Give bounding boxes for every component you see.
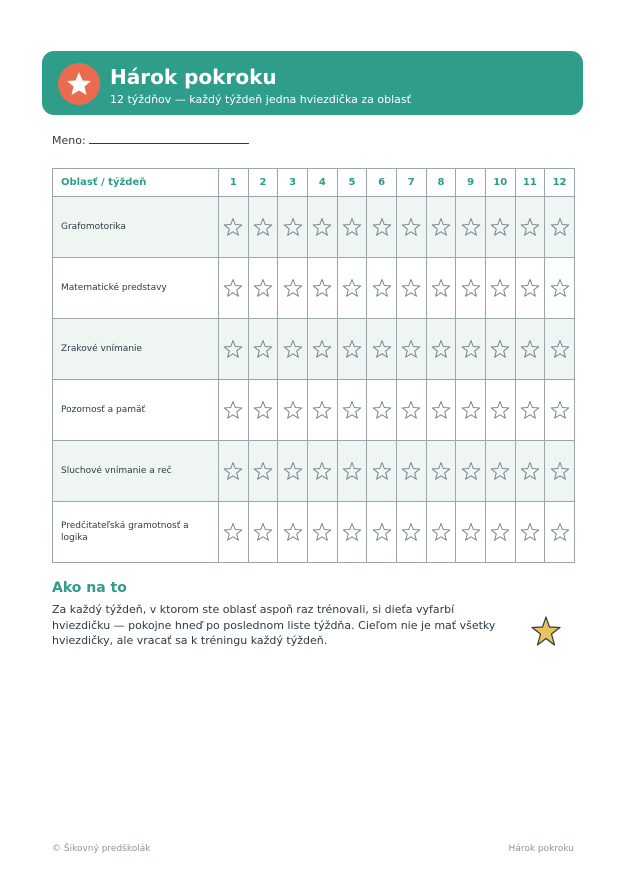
- star-outline-icon: [490, 400, 510, 420]
- star-cell[interactable]: [396, 258, 426, 319]
- star-cell[interactable]: [426, 258, 456, 319]
- star-outline-icon: [490, 461, 510, 481]
- name-label: Meno:: [52, 134, 86, 147]
- star-cell[interactable]: [219, 319, 249, 380]
- footer-right: Hárok pokroku: [508, 844, 574, 854]
- star-outline-icon: [401, 461, 421, 481]
- star-outline-icon: [312, 339, 332, 359]
- star-cell[interactable]: [219, 441, 249, 502]
- star-outline-icon: [312, 522, 332, 542]
- table-header-row: [53, 169, 575, 197]
- star-outline-icon: [342, 461, 362, 481]
- week-header-9: 9: [456, 169, 486, 197]
- star-outline-icon: [372, 217, 392, 237]
- table-row: [53, 380, 575, 441]
- star-cell[interactable]: [426, 319, 456, 380]
- name-field: [52, 132, 249, 147]
- week-header-11: 11: [515, 169, 545, 197]
- star-outline-icon: [550, 461, 570, 481]
- star-outline-icon: [461, 339, 481, 359]
- star-cell[interactable]: [545, 502, 575, 563]
- star-cell[interactable]: [515, 441, 545, 502]
- star-cell[interactable]: [307, 197, 337, 258]
- star-outline-icon: [550, 522, 570, 542]
- star-outline-icon: [253, 522, 273, 542]
- table-row: [53, 502, 575, 563]
- table-row: [53, 319, 575, 380]
- star-outline-icon: [283, 339, 303, 359]
- star-outline-icon: [401, 339, 421, 359]
- star-cell[interactable]: [396, 380, 426, 441]
- star-cell[interactable]: [426, 441, 456, 502]
- star-cell[interactable]: [248, 380, 278, 441]
- week-header-6: 6: [367, 169, 397, 197]
- star-outline-icon: [431, 339, 451, 359]
- star-outline-icon: [283, 522, 303, 542]
- star-outline-icon: [461, 522, 481, 542]
- star-cell[interactable]: [248, 197, 278, 258]
- header-badge: [58, 63, 100, 105]
- star-outline-icon: [342, 339, 362, 359]
- star-cell[interactable]: [485, 380, 515, 441]
- star-cell[interactable]: [337, 197, 367, 258]
- star-cell[interactable]: [278, 258, 308, 319]
- star-cell[interactable]: [367, 441, 397, 502]
- star-outline-icon: [401, 217, 421, 237]
- star-cell[interactable]: [515, 502, 545, 563]
- star-cell[interactable]: [307, 380, 337, 441]
- footer-left: © Šikovný predškolák: [52, 844, 151, 854]
- star-outline-icon: [550, 217, 570, 237]
- star-outline-icon: [401, 278, 421, 298]
- star-cell[interactable]: [396, 502, 426, 563]
- star-outline-icon: [431, 278, 451, 298]
- star-outline-icon: [223, 339, 243, 359]
- star-outline-icon: [342, 278, 362, 298]
- corner-header: Oblasť / týždeň: [53, 169, 219, 197]
- star-outline-icon: [342, 400, 362, 420]
- star-outline-icon: [431, 522, 451, 542]
- star-outline-icon: [283, 461, 303, 481]
- star-outline-icon: [461, 400, 481, 420]
- area-label: Grafomotorika: [53, 197, 219, 258]
- star-outline-icon: [401, 522, 421, 542]
- star-cell[interactable]: [485, 441, 515, 502]
- star-outline-icon: [431, 461, 451, 481]
- star-outline-icon: [312, 400, 332, 420]
- week-header-8: 8: [426, 169, 456, 197]
- star-cell[interactable]: [337, 319, 367, 380]
- star-cell[interactable]: [485, 502, 515, 563]
- star-cell[interactable]: [367, 319, 397, 380]
- star-cell[interactable]: [396, 197, 426, 258]
- star-outline-icon: [312, 217, 332, 237]
- star-outline-icon: [283, 400, 303, 420]
- star-outline-icon: [550, 400, 570, 420]
- star-cell[interactable]: [248, 319, 278, 380]
- header-banner: [42, 51, 583, 115]
- star-cell[interactable]: [485, 197, 515, 258]
- star-cell[interactable]: [219, 380, 249, 441]
- star-cell[interactable]: [219, 197, 249, 258]
- star-cell[interactable]: [337, 441, 367, 502]
- week-header-7: 7: [396, 169, 426, 197]
- star-cell[interactable]: [456, 502, 486, 563]
- star-cell[interactable]: [485, 258, 515, 319]
- star-outline-icon: [520, 339, 540, 359]
- star-outline-icon: [490, 217, 510, 237]
- star-outline-icon: [372, 522, 392, 542]
- star-cell[interactable]: [426, 197, 456, 258]
- page-subtitle: 12 týždňov — každý týždeň jedna hviezdička za oblasť: [110, 93, 411, 106]
- star-cell[interactable]: [515, 258, 545, 319]
- star-outline-icon: [520, 400, 540, 420]
- star-outline-icon: [490, 522, 510, 542]
- star-cell[interactable]: [515, 319, 545, 380]
- star-cell[interactable]: [545, 441, 575, 502]
- star-outline-icon: [461, 461, 481, 481]
- star-cell[interactable]: [337, 380, 367, 441]
- star-cell[interactable]: [337, 258, 367, 319]
- star-cell[interactable]: [219, 258, 249, 319]
- star-outline-icon: [312, 278, 332, 298]
- gold-star-icon: [529, 615, 563, 649]
- star-cell[interactable]: [515, 197, 545, 258]
- star-cell[interactable]: [396, 319, 426, 380]
- star-cell[interactable]: [278, 441, 308, 502]
- star-cell[interactable]: [278, 380, 308, 441]
- star-cell[interactable]: [545, 258, 575, 319]
- star-cell[interactable]: [396, 441, 426, 502]
- star-cell[interactable]: [545, 197, 575, 258]
- star-outline-icon: [372, 339, 392, 359]
- star-outline-icon: [253, 217, 273, 237]
- star-outline-icon: [253, 339, 273, 359]
- star-outline-icon: [223, 461, 243, 481]
- star-cell[interactable]: [367, 380, 397, 441]
- name-line: [89, 132, 249, 144]
- star-cell[interactable]: [307, 441, 337, 502]
- page-title: Hárok pokroku: [110, 65, 277, 89]
- star-outline-icon: [520, 522, 540, 542]
- star-outline-icon: [283, 217, 303, 237]
- week-header-1: 1: [219, 169, 249, 197]
- star-outline-icon: [253, 400, 273, 420]
- star-cell[interactable]: [337, 502, 367, 563]
- star-outline-icon: [223, 217, 243, 237]
- star-outline-icon: [223, 400, 243, 420]
- star-cell[interactable]: [545, 319, 575, 380]
- area-label: Pozornosť a pamäť: [53, 380, 219, 441]
- star-outline-icon: [490, 339, 510, 359]
- star-cell[interactable]: [367, 258, 397, 319]
- star-outline-icon: [312, 461, 332, 481]
- star-cell[interactable]: [219, 502, 249, 563]
- star-cell[interactable]: [248, 441, 278, 502]
- star-outline-icon: [342, 217, 362, 237]
- star-cell[interactable]: [456, 380, 486, 441]
- star-cell[interactable]: [278, 197, 308, 258]
- table-row: [53, 258, 575, 319]
- star-cell[interactable]: [278, 502, 308, 563]
- star-cell[interactable]: [456, 197, 486, 258]
- star-outline-icon: [520, 217, 540, 237]
- table-row: [53, 441, 575, 502]
- star-cell[interactable]: [307, 502, 337, 563]
- star-outline-icon: [342, 522, 362, 542]
- star-outline-icon: [431, 400, 451, 420]
- star-outline-icon: [283, 278, 303, 298]
- star-cell[interactable]: [367, 197, 397, 258]
- star-cell[interactable]: [456, 319, 486, 380]
- progress-table: [52, 168, 575, 563]
- area-label: Predčitateľská gramotnosť a logika: [53, 502, 219, 563]
- star-cell[interactable]: [248, 502, 278, 563]
- instructions-text: Za každý týždeň, v ktorom ste oblasť aspoň raz trénovali, si dieťa vyfarbí hviezdičku — pokojne hneď po poslednom liste týždňa. Cieľom nie je mať všetky hviezdičky, ale vracať sa k tréningu každý týždeň.: [52, 603, 496, 647]
- star-cell[interactable]: [278, 319, 308, 380]
- week-header-10: 10: [485, 169, 515, 197]
- instructions-title: Ako na to: [52, 580, 127, 596]
- star-icon: [58, 63, 100, 105]
- star-outline-icon: [223, 522, 243, 542]
- week-header-12: 12: [545, 169, 575, 197]
- week-header-5: 5: [337, 169, 367, 197]
- week-header-4: 4: [307, 169, 337, 197]
- star-cell[interactable]: [515, 380, 545, 441]
- table-row: [53, 197, 575, 258]
- star-cell[interactable]: [248, 258, 278, 319]
- star-cell[interactable]: [367, 502, 397, 563]
- star-cell[interactable]: [456, 441, 486, 502]
- star-outline-icon: [253, 461, 273, 481]
- star-outline-icon: [550, 339, 570, 359]
- area-label: Zrakové vnímanie: [53, 319, 219, 380]
- area-label: Matematické predstavy: [53, 258, 219, 319]
- star-outline-icon: [520, 461, 540, 481]
- star-outline-icon: [520, 278, 540, 298]
- star-outline-icon: [372, 278, 392, 298]
- star-outline-icon: [372, 400, 392, 420]
- star-outline-icon: [431, 217, 451, 237]
- star-cell[interactable]: [426, 502, 456, 563]
- star-cell[interactable]: [485, 319, 515, 380]
- star-outline-icon: [401, 400, 421, 420]
- star-outline-icon: [490, 278, 510, 298]
- area-label: Sluchové vnímanie a reč: [53, 441, 219, 502]
- star-cell[interactable]: [426, 380, 456, 441]
- star-cell[interactable]: [456, 258, 486, 319]
- week-header-2: 2: [248, 169, 278, 197]
- star-outline-icon: [461, 278, 481, 298]
- star-cell[interactable]: [307, 319, 337, 380]
- star-outline-icon: [223, 278, 243, 298]
- star-outline-icon: [550, 278, 570, 298]
- star-outline-icon: [253, 278, 273, 298]
- star-cell[interactable]: [545, 380, 575, 441]
- star-cell[interactable]: [307, 258, 337, 319]
- week-header-3: 3: [278, 169, 308, 197]
- star-outline-icon: [372, 461, 392, 481]
- star-outline-icon: [461, 217, 481, 237]
